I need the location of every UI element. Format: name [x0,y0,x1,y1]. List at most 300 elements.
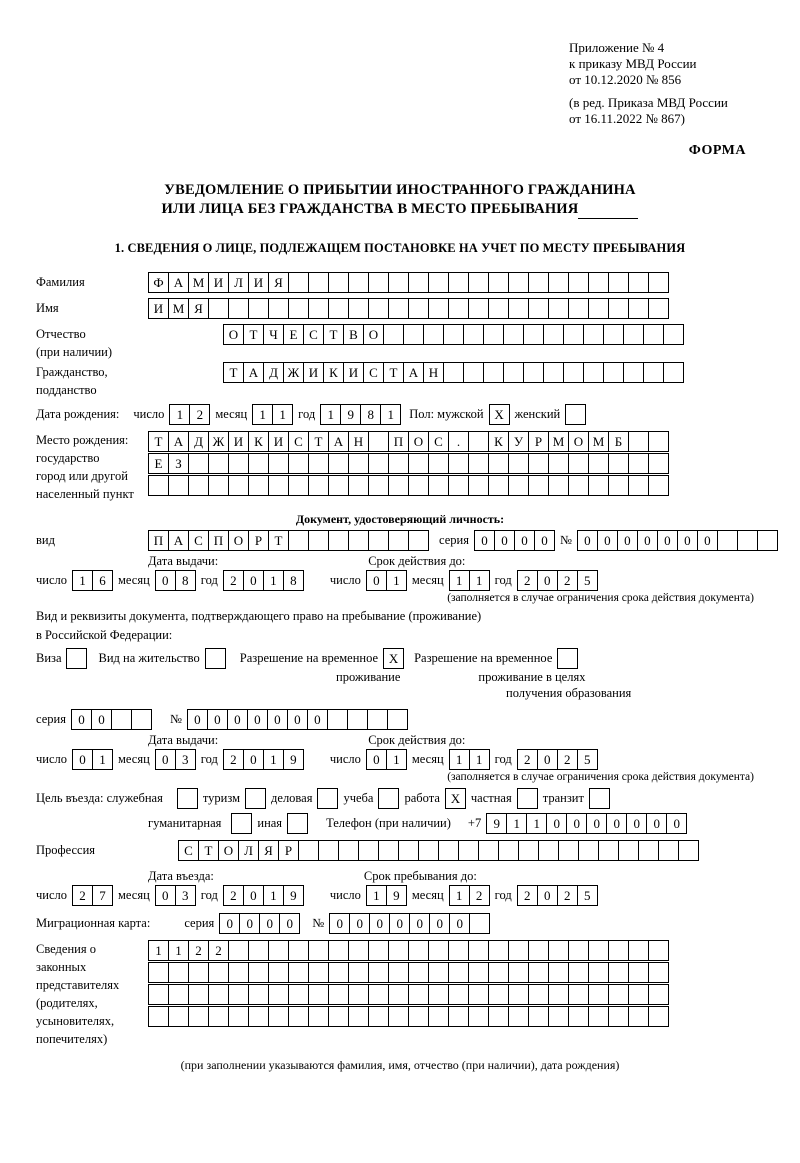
char-cell[interactable]: 1 [449,570,470,591]
char-cell[interactable] [348,962,369,983]
char-cell[interactable]: И [148,298,169,319]
char-cell[interactable] [231,813,252,834]
char-cell[interactable]: 1 [92,749,113,770]
char-cell[interactable] [588,940,609,961]
char-cell[interactable]: 0 [577,530,598,551]
char-cell[interactable] [628,962,649,983]
name-input[interactable] [148,298,669,319]
char-cell[interactable]: 0 [287,709,308,730]
char-cell[interactable] [348,298,369,319]
char-cell[interactable]: М [548,431,569,452]
stay-number-input[interactable] [187,709,408,730]
identity-number-input[interactable] [577,530,778,551]
char-cell[interactable] [328,453,349,474]
char-cell[interactable]: 0 [243,570,264,591]
purpose-tourism-checkbox[interactable] [245,788,266,809]
char-cell[interactable] [443,362,464,383]
char-cell[interactable]: 0 [537,570,558,591]
char-cell[interactable] [563,362,584,383]
char-cell[interactable]: Т [383,362,404,383]
char-cell[interactable]: 0 [219,913,240,934]
char-cell[interactable] [148,984,169,1005]
char-cell[interactable]: Т [323,324,344,345]
char-cell[interactable] [568,453,589,474]
char-cell[interactable]: 9 [283,885,304,906]
char-cell[interactable] [318,840,339,861]
char-cell[interactable]: С [178,840,199,861]
char-cell[interactable]: 1 [169,404,190,425]
char-cell[interactable] [468,984,489,1005]
char-cell[interactable] [388,1006,409,1027]
char-cell[interactable] [111,709,132,730]
identity-kind-input[interactable] [148,530,429,551]
char-cell[interactable]: 0 [597,530,618,551]
char-cell[interactable] [528,475,549,496]
char-cell[interactable] [368,298,389,319]
char-cell[interactable] [663,324,684,345]
char-cell[interactable]: 5 [577,570,598,591]
char-cell[interactable]: 0 [697,530,718,551]
char-cell[interactable]: 0 [617,530,638,551]
char-cell[interactable]: И [268,431,289,452]
entry-to-day-input[interactable] [366,885,407,906]
char-cell[interactable] [348,530,369,551]
char-cell[interactable]: Ф [148,272,169,293]
char-cell[interactable] [308,1006,329,1027]
char-cell[interactable] [548,940,569,961]
char-cell[interactable]: 1 [263,749,284,770]
char-cell[interactable]: 8 [175,570,196,591]
char-cell[interactable] [328,962,349,983]
char-cell[interactable] [368,475,389,496]
char-cell[interactable]: З [168,453,189,474]
char-cell[interactable] [328,298,349,319]
char-cell[interactable]: 0 [546,813,567,834]
char-cell[interactable]: Н [348,431,369,452]
char-cell[interactable] [208,984,229,1005]
char-cell[interactable]: М [588,431,609,452]
char-cell[interactable] [287,813,308,834]
char-cell[interactable]: 2 [557,570,578,591]
char-cell[interactable]: И [208,272,229,293]
char-cell[interactable] [148,1006,169,1027]
birth-year-input[interactable] [320,404,401,425]
char-cell[interactable] [348,453,369,474]
char-cell[interactable]: 0 [72,749,93,770]
char-cell[interactable] [248,298,269,319]
char-cell[interactable] [448,453,469,474]
birthplace-row-2[interactable] [148,453,669,474]
char-cell[interactable]: И [343,362,364,383]
char-cell[interactable] [608,1006,629,1027]
char-cell[interactable] [648,984,669,1005]
char-cell[interactable] [367,709,388,730]
char-cell[interactable] [308,962,329,983]
char-cell[interactable] [518,840,539,861]
char-cell[interactable]: 2 [557,885,578,906]
char-cell[interactable]: К [248,431,269,452]
char-cell[interactable] [468,453,489,474]
char-cell[interactable] [488,1006,509,1027]
char-cell[interactable] [408,530,429,551]
visa-checkbox[interactable] [66,648,87,669]
char-cell[interactable] [228,962,249,983]
char-cell[interactable] [388,530,409,551]
legal-reps-row-2[interactable] [148,962,669,983]
char-cell[interactable]: 2 [517,885,538,906]
char-cell[interactable]: 2 [557,749,578,770]
char-cell[interactable] [388,984,409,1005]
stay-valid-year-input[interactable] [517,749,598,770]
char-cell[interactable]: Р [528,431,549,452]
char-cell[interactable] [308,530,329,551]
char-cell[interactable] [348,475,369,496]
char-cell[interactable] [643,362,664,383]
char-cell[interactable]: Т [148,431,169,452]
char-cell[interactable]: Л [228,272,249,293]
char-cell[interactable]: 1 [252,404,273,425]
char-cell[interactable]: 0 [329,913,350,934]
char-cell[interactable] [327,709,348,730]
char-cell[interactable] [328,272,349,293]
char-cell[interactable]: 0 [366,749,387,770]
char-cell[interactable]: П [388,431,409,452]
char-cell[interactable]: 1 [469,570,490,591]
char-cell[interactable] [228,984,249,1005]
char-cell[interactable]: 9 [340,404,361,425]
char-cell[interactable] [368,1006,389,1027]
char-cell[interactable] [588,984,609,1005]
char-cell[interactable] [288,475,309,496]
char-cell[interactable] [603,324,624,345]
char-cell[interactable] [228,1006,249,1027]
char-cell[interactable] [308,940,329,961]
char-cell[interactable] [348,272,369,293]
char-cell[interactable] [428,475,449,496]
entry-to-year-input[interactable] [517,885,598,906]
char-cell[interactable]: А [168,431,189,452]
char-cell[interactable] [483,324,504,345]
char-cell[interactable]: 5 [577,749,598,770]
char-cell[interactable]: С [428,431,449,452]
char-cell[interactable] [488,475,509,496]
char-cell[interactable]: 0 [243,885,264,906]
char-cell[interactable]: 3 [175,749,196,770]
char-cell[interactable]: . [448,431,469,452]
citizenship-input[interactable] [223,362,684,383]
legal-reps-row-1[interactable] [148,940,669,961]
char-cell[interactable]: 2 [189,404,210,425]
char-cell[interactable]: 2 [469,885,490,906]
char-cell[interactable] [528,962,549,983]
entry-to-month-input[interactable] [449,885,490,906]
char-cell[interactable] [488,940,509,961]
char-cell[interactable] [448,475,469,496]
char-cell[interactable] [348,1006,369,1027]
char-cell[interactable]: 0 [307,709,328,730]
char-cell[interactable] [628,940,649,961]
char-cell[interactable] [663,362,684,383]
char-cell[interactable] [498,840,519,861]
char-cell[interactable]: 0 [534,530,555,551]
char-cell[interactable] [528,984,549,1005]
char-cell[interactable] [378,840,399,861]
char-cell[interactable] [508,984,529,1005]
identity-valid-year-input[interactable] [517,570,598,591]
char-cell[interactable] [288,940,309,961]
char-cell[interactable] [228,453,249,474]
char-cell[interactable]: 1 [148,940,169,961]
char-cell[interactable]: 0 [657,530,678,551]
char-cell[interactable]: 0 [243,749,264,770]
char-cell[interactable]: 7 [92,885,113,906]
char-cell[interactable] [288,984,309,1005]
char-cell[interactable]: И [248,272,269,293]
purpose-transit-checkbox[interactable] [589,788,610,809]
char-cell[interactable] [418,840,439,861]
char-cell[interactable] [308,453,329,474]
entry-day-input[interactable] [72,885,113,906]
char-cell[interactable]: Ч [263,324,284,345]
char-cell[interactable] [368,453,389,474]
char-cell[interactable] [608,298,629,319]
char-cell[interactable] [528,298,549,319]
char-cell[interactable] [757,530,778,551]
migration-card-series-input[interactable] [219,913,300,934]
char-cell[interactable]: 9 [386,885,407,906]
char-cell[interactable]: 1 [168,940,189,961]
char-cell[interactable]: А [243,362,264,383]
char-cell[interactable] [188,453,209,474]
char-cell[interactable] [188,1006,209,1027]
char-cell[interactable] [308,984,329,1005]
char-cell[interactable]: М [168,298,189,319]
char-cell[interactable]: 0 [429,913,450,934]
char-cell[interactable] [208,962,229,983]
char-cell[interactable]: 0 [606,813,627,834]
char-cell[interactable] [548,298,569,319]
char-cell[interactable] [368,962,389,983]
residence-checkbox[interactable] [205,648,226,669]
char-cell[interactable] [248,984,269,1005]
char-cell[interactable]: 1 [526,813,547,834]
char-cell[interactable]: 2 [223,749,244,770]
char-cell[interactable] [628,431,649,452]
char-cell[interactable]: С [363,362,384,383]
char-cell[interactable] [268,453,289,474]
char-cell[interactable] [208,298,229,319]
char-cell[interactable]: А [168,272,189,293]
char-cell[interactable]: 1 [263,885,284,906]
char-cell[interactable] [543,362,564,383]
char-cell[interactable] [588,962,609,983]
char-cell[interactable] [408,453,429,474]
char-cell[interactable] [308,298,329,319]
char-cell[interactable] [248,1006,269,1027]
char-cell[interactable] [347,709,368,730]
char-cell[interactable]: О [568,431,589,452]
char-cell[interactable] [628,298,649,319]
char-cell[interactable]: Р [248,530,269,551]
char-cell[interactable] [448,272,469,293]
char-cell[interactable] [188,962,209,983]
char-cell[interactable] [208,475,229,496]
char-cell[interactable] [648,272,669,293]
char-cell[interactable]: 1 [263,570,284,591]
profession-input[interactable] [178,840,699,861]
stay-issue-day-input[interactable] [72,749,113,770]
char-cell[interactable] [568,984,589,1005]
char-cell[interactable]: 1 [272,404,293,425]
char-cell[interactable]: 1 [366,885,387,906]
char-cell[interactable]: У [508,431,529,452]
char-cell[interactable] [643,324,664,345]
legal-reps-row-3[interactable] [148,984,669,1005]
char-cell[interactable]: Н [423,362,444,383]
char-cell[interactable]: А [403,362,424,383]
char-cell[interactable] [528,272,549,293]
char-cell[interactable]: 1 [386,749,407,770]
char-cell[interactable] [208,1006,229,1027]
char-cell[interactable]: А [168,530,189,551]
char-cell[interactable]: Т [223,362,244,383]
char-cell[interactable] [368,431,389,452]
char-cell[interactable] [188,984,209,1005]
migration-card-number-input[interactable] [329,913,490,934]
char-cell[interactable] [288,298,309,319]
char-cell[interactable] [408,984,429,1005]
stay-valid-month-input[interactable] [449,749,490,770]
char-cell[interactable] [503,362,524,383]
char-cell[interactable]: Я [268,272,289,293]
char-cell[interactable]: 0 [239,913,260,934]
char-cell[interactable] [408,962,429,983]
char-cell[interactable]: О [228,530,249,551]
char-cell[interactable] [448,940,469,961]
char-cell[interactable] [658,840,679,861]
char-cell[interactable] [618,840,639,861]
char-cell[interactable]: К [488,431,509,452]
char-cell[interactable]: Т [308,431,329,452]
char-cell[interactable] [428,962,449,983]
char-cell[interactable] [288,453,309,474]
char-cell[interactable]: 0 [71,709,92,730]
char-cell[interactable] [648,475,669,496]
char-cell[interactable] [538,840,559,861]
char-cell[interactable]: 0 [187,709,208,730]
char-cell[interactable]: О [363,324,384,345]
char-cell[interactable] [408,1006,429,1027]
entry-month-input[interactable] [155,885,196,906]
char-cell[interactable] [628,475,649,496]
char-cell[interactable]: 1 [72,570,93,591]
char-cell[interactable] [428,272,449,293]
char-cell[interactable]: 0 [586,813,607,834]
char-cell[interactable] [268,962,289,983]
char-cell[interactable] [248,453,269,474]
char-cell[interactable] [588,1006,609,1027]
char-cell[interactable] [548,453,569,474]
char-cell[interactable] [568,1006,589,1027]
char-cell[interactable]: 0 [409,913,430,934]
char-cell[interactable] [468,475,489,496]
char-cell[interactable]: 0 [537,749,558,770]
char-cell[interactable] [368,530,389,551]
char-cell[interactable] [248,940,269,961]
char-cell[interactable] [66,648,87,669]
char-cell[interactable] [408,475,429,496]
stay-issue-month-input[interactable] [155,749,196,770]
purpose-humanitarian-checkbox[interactable] [231,813,252,834]
char-cell[interactable] [503,324,524,345]
char-cell[interactable] [168,962,189,983]
char-cell[interactable]: И [228,431,249,452]
char-cell[interactable] [648,298,669,319]
char-cell[interactable] [508,1006,529,1027]
char-cell[interactable]: 6 [92,570,113,591]
char-cell[interactable]: 0 [677,530,698,551]
char-cell[interactable] [528,1006,549,1027]
char-cell[interactable]: Ж [283,362,304,383]
char-cell[interactable] [628,272,649,293]
purpose-business-checkbox[interactable] [317,788,338,809]
char-cell[interactable] [288,1006,309,1027]
char-cell[interactable]: 2 [188,940,209,961]
char-cell[interactable]: 2 [223,885,244,906]
char-cell[interactable]: 0 [155,570,176,591]
char-cell[interactable]: 3 [175,885,196,906]
char-cell[interactable]: Т [243,324,264,345]
char-cell[interactable] [628,453,649,474]
char-cell[interactable]: 5 [577,885,598,906]
char-cell[interactable] [608,940,629,961]
char-cell[interactable] [638,840,659,861]
char-cell[interactable] [588,475,609,496]
char-cell[interactable]: Е [148,453,169,474]
identity-valid-day-input[interactable] [366,570,407,591]
char-cell[interactable]: Т [198,840,219,861]
char-cell[interactable]: Х [445,788,466,809]
char-cell[interactable] [608,272,629,293]
char-cell[interactable] [463,362,484,383]
char-cell[interactable] [388,940,409,961]
char-cell[interactable] [388,475,409,496]
char-cell[interactable] [517,788,538,809]
char-cell[interactable] [598,840,619,861]
char-cell[interactable] [148,962,169,983]
char-cell[interactable]: 0 [514,530,535,551]
char-cell[interactable]: А [328,431,349,452]
char-cell[interactable]: 0 [155,885,176,906]
char-cell[interactable] [678,840,699,861]
char-cell[interactable] [608,453,629,474]
char-cell[interactable]: П [208,530,229,551]
char-cell[interactable] [228,940,249,961]
char-cell[interactable]: И [303,362,324,383]
char-cell[interactable] [563,324,584,345]
char-cell[interactable] [348,940,369,961]
char-cell[interactable] [568,272,589,293]
char-cell[interactable] [603,362,624,383]
char-cell[interactable]: С [188,530,209,551]
char-cell[interactable] [408,272,429,293]
char-cell[interactable] [448,298,469,319]
char-cell[interactable]: 1 [380,404,401,425]
char-cell[interactable] [268,984,289,1005]
char-cell[interactable] [268,940,289,961]
char-cell[interactable] [408,298,429,319]
char-cell[interactable]: 1 [469,749,490,770]
